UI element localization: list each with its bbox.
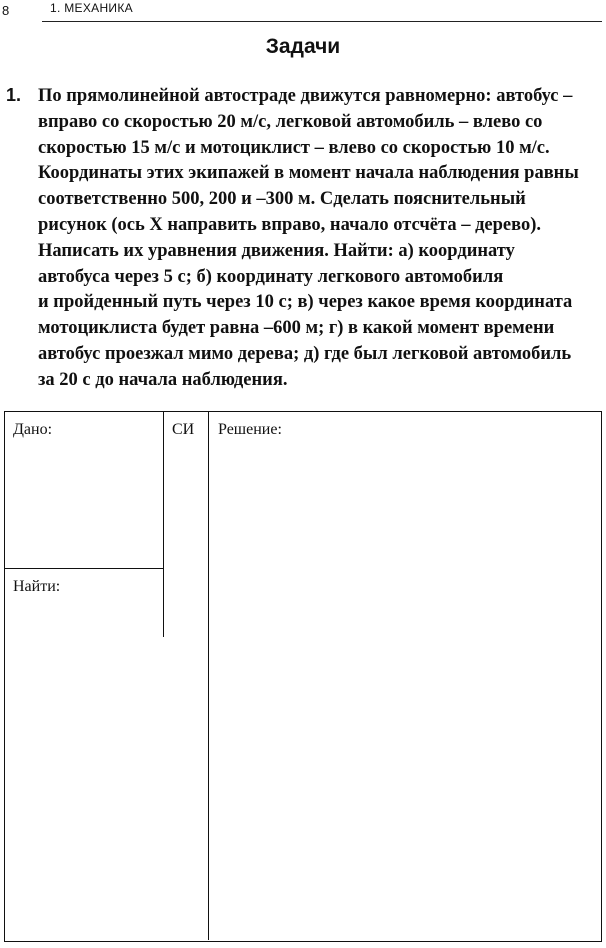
problem-line: Написать их уравнения движения. Найти: а) координату — [38, 240, 515, 261]
si-label: СИ — [172, 421, 195, 438]
problem-line: автобуса через 5 с; б) координату легкового автомобиля — [38, 266, 504, 287]
solution-cell[interactable] — [210, 412, 600, 940]
problem-number: 1. — [6, 85, 22, 105]
header-rule — [42, 21, 602, 22]
solution-label: Решение: — [218, 421, 282, 438]
problem-line: По прямолинейной автостраде движутся равномерно: автобус – — [38, 86, 573, 106]
problem-line: вправо со скоростью 20 м/с, легковой автомобиль – влево со — [38, 111, 543, 132]
section-title: Задачи — [265, 35, 341, 58]
given-label: Дано: — [13, 421, 53, 438]
running-header: 1. МЕХАНИКА — [50, 1, 133, 15]
problem-line: и пройденный путь через 10 с; в) через какое время координата — [38, 292, 573, 313]
find-cell[interactable] — [5, 570, 163, 637]
find-label: Найти: — [13, 578, 61, 595]
si-solution-divider — [208, 412, 209, 940]
problem-line: соответственно 500, 200 и –300 м. Сделать пояснительный — [38, 189, 526, 210]
problem-line: за 20 с до начала наблюдения. — [38, 369, 288, 390]
problem-line: Координаты этих экипажей в момент начала наблюдения равны — [38, 163, 579, 184]
si-cell[interactable] — [164, 412, 208, 940]
given-cell[interactable] — [5, 412, 163, 568]
problem-line: рисунок (ось X направить вправо, начало отсчёта – дерево). — [38, 214, 542, 235]
solution-form — [4, 411, 602, 942]
page-number: 8 — [2, 3, 10, 18]
problem-line: скоростью 15 м/с и мотоциклист – влево со скоростью 10 м/с. — [38, 137, 550, 158]
given-find-divider — [5, 568, 164, 569]
problem-text — [38, 84, 602, 394]
problem-line: мотоциклиста будет равна –600 м; г) в какой момент времени — [38, 318, 555, 339]
problem-line: автобус проезжал мимо дерева; д) где был легковой автомобиль — [38, 343, 572, 364]
